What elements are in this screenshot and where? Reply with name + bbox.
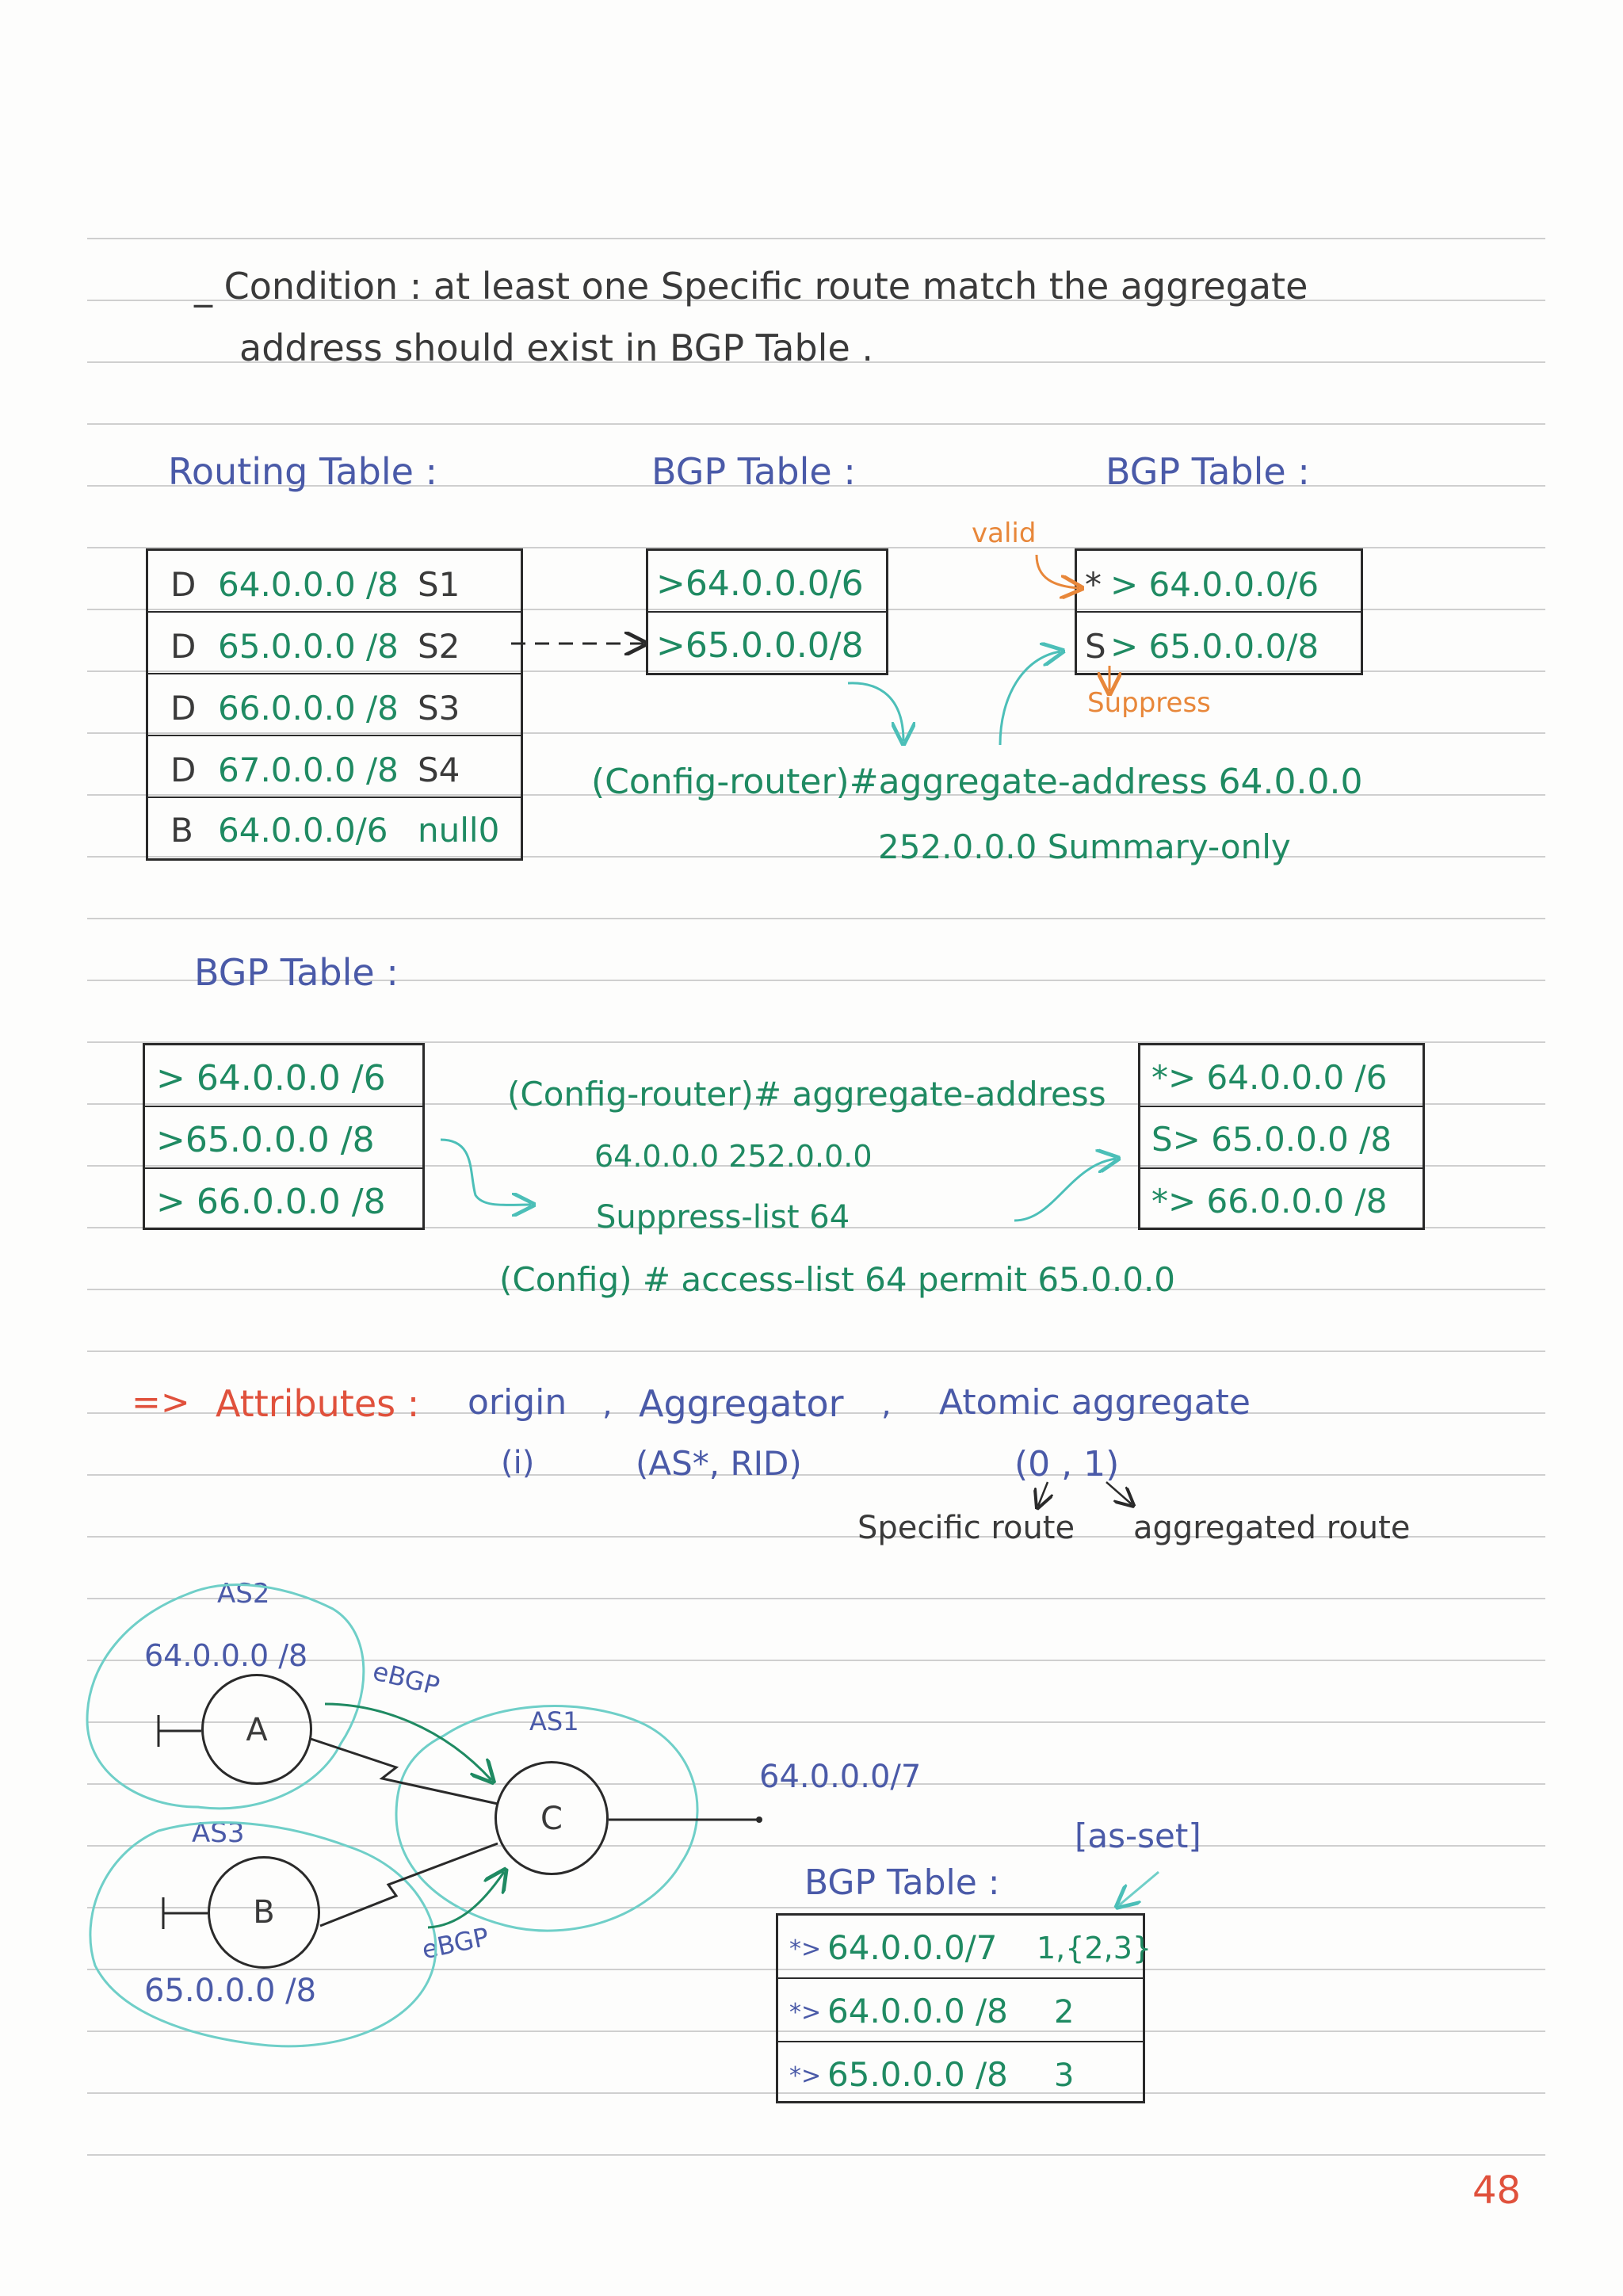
ebgp-arrow xyxy=(428,1872,504,1927)
route-prefix: 66.0.0.0 /8 xyxy=(218,689,399,728)
route-prefix: 64.0.0.0 /8 xyxy=(218,565,399,604)
as-path: 3 xyxy=(1054,2057,1075,2094)
route-prefix: 64.0.0.0/6 xyxy=(218,811,388,850)
as-path: 1,{2,3} xyxy=(1037,1931,1152,1966)
bgp-entry: *> 64.0.0.0 /6 xyxy=(1151,1058,1388,1097)
bgp-flag: *> xyxy=(789,1935,822,1963)
router-label: C xyxy=(540,1801,563,1837)
ebgp-label-top: eBGP xyxy=(369,1656,443,1702)
bgp-table-label: BGP Table : xyxy=(651,450,856,493)
bgp-entry: > 64.0.0.0/6 xyxy=(1110,565,1319,604)
valid-note: valid xyxy=(972,518,1037,549)
as3-cloud xyxy=(90,1823,436,2046)
as-set-label: [as-set] xyxy=(1075,1817,1201,1855)
route-interface: S3 xyxy=(418,689,460,728)
route-interface: S4 xyxy=(418,751,460,789)
aggregate-command: (Config-router)# aggregate-address xyxy=(507,1075,1106,1114)
as-path: 2 xyxy=(1054,1994,1075,2030)
aggregate-command-args: 64.0.0.0 252.0.0.0 xyxy=(594,1139,873,1174)
route-code: D xyxy=(170,689,197,728)
specific-arrow xyxy=(1038,1482,1048,1506)
suppress-note: Suppress xyxy=(1087,687,1211,719)
aggregate-command-mask: 252.0.0.0 Summary-only xyxy=(878,827,1291,866)
bgp-flag: S xyxy=(1085,627,1106,666)
route-interface: S1 xyxy=(418,565,460,604)
attribute-origin: origin xyxy=(468,1382,567,1423)
bgp-entry: >65.0.0.0/8 xyxy=(656,625,864,666)
route-prefix: 67.0.0.0 /8 xyxy=(218,751,399,789)
bgp-entry: >64.0.0.0/6 xyxy=(656,563,864,604)
aggregated-route-note: aggregated route xyxy=(1133,1510,1411,1546)
page-number: 48 xyxy=(1472,2168,1522,2213)
route-code: D xyxy=(170,627,197,666)
curved-arrow xyxy=(1014,1159,1116,1221)
routing-table-label: Routing Table : xyxy=(168,450,438,493)
route-interface: S2 xyxy=(418,627,460,666)
as-set-arrow xyxy=(1119,1872,1159,1905)
access-list-command: (Config) # access-list 64 permit 65.0.0.0 xyxy=(499,1260,1176,1299)
atomic-aggregate-value: (0 , 1) xyxy=(1014,1444,1120,1484)
attribute-aggregator: Aggregator xyxy=(639,1382,844,1425)
specific-route-note: Specific route xyxy=(857,1510,1075,1546)
bgp-entry: 65.0.0.0 /8 xyxy=(827,2055,1008,2094)
attribute-separator: , xyxy=(602,1386,613,1423)
network-b-stub xyxy=(163,1897,208,1929)
bgp-flag: *> xyxy=(789,2062,822,2090)
bgp-entry: S> 65.0.0.0 /8 xyxy=(1151,1120,1392,1159)
bgp-entry: >65.0.0.0 /8 xyxy=(156,1120,375,1160)
bgp-table-label: BGP Table : xyxy=(804,1862,1000,1903)
condition-line-2: address should exist in BGP Table . xyxy=(239,327,873,369)
network-a-stub xyxy=(158,1715,201,1747)
network-a-label: 64.0.0.0 /8 xyxy=(144,1638,308,1673)
as1-label: AS1 xyxy=(529,1706,579,1736)
bgp-entry: > 64.0.0.0 /6 xyxy=(156,1058,386,1098)
route-code: B xyxy=(170,811,193,850)
route-interface: null0 xyxy=(418,811,500,850)
link-endpoint xyxy=(756,1817,762,1823)
network-b-label: 65.0.0.0 /8 xyxy=(144,1973,317,2009)
aggregate-prefix-label: 64.0.0.0/7 xyxy=(759,1759,922,1795)
route-prefix: 65.0.0.0 /8 xyxy=(218,627,399,666)
valid-arrow xyxy=(1037,555,1079,588)
attributes-arrow: => xyxy=(132,1382,190,1423)
aggregator-value: (AS*, RID) xyxy=(636,1444,802,1483)
aggregated-arrow xyxy=(1106,1482,1132,1504)
bgp-entry: 64.0.0.0/7 xyxy=(827,1928,998,1967)
suppress-list-command: Suppress-list 64 xyxy=(596,1199,850,1236)
bgp-entry: 64.0.0.0 /8 xyxy=(827,1992,1008,2030)
curved-arrow xyxy=(848,683,903,741)
condition-line-1: _ Condition : at least one Specific route match the aggregate xyxy=(194,265,1308,308)
as3-label: AS3 xyxy=(192,1817,245,1849)
bgp-table-label: BGP Table : xyxy=(1106,450,1310,493)
as1-cloud xyxy=(396,1706,697,1931)
router-label: A xyxy=(246,1712,268,1748)
bgp-flag: *> xyxy=(789,1999,822,2027)
ebgp-label-bottom: eBGP xyxy=(418,1921,492,1966)
bgp-entry: > 65.0.0.0/8 xyxy=(1110,627,1319,666)
curved-arrow xyxy=(1000,651,1060,745)
attribute-atomic-aggregate: Atomic aggregate xyxy=(939,1382,1251,1423)
attributes-label: Attributes : xyxy=(216,1382,420,1425)
origin-value: (i) xyxy=(501,1445,535,1481)
bgp-table-label: BGP Table : xyxy=(194,951,399,994)
router-label: B xyxy=(253,1894,275,1931)
route-code: D xyxy=(170,565,197,604)
aggregate-command: (Config-router)#aggregate-address 64.0.0.0 xyxy=(591,762,1363,802)
as2-label: AS2 xyxy=(217,1578,270,1610)
curved-arrow xyxy=(441,1140,531,1205)
bgp-entry: > 66.0.0.0 /8 xyxy=(156,1182,386,1222)
bgp-flag: * xyxy=(1085,565,1102,604)
attribute-separator: , xyxy=(881,1386,892,1423)
bgp-entry: *> 66.0.0.0 /8 xyxy=(1151,1182,1388,1221)
as2-cloud xyxy=(87,1585,364,1809)
route-code: D xyxy=(170,751,197,789)
